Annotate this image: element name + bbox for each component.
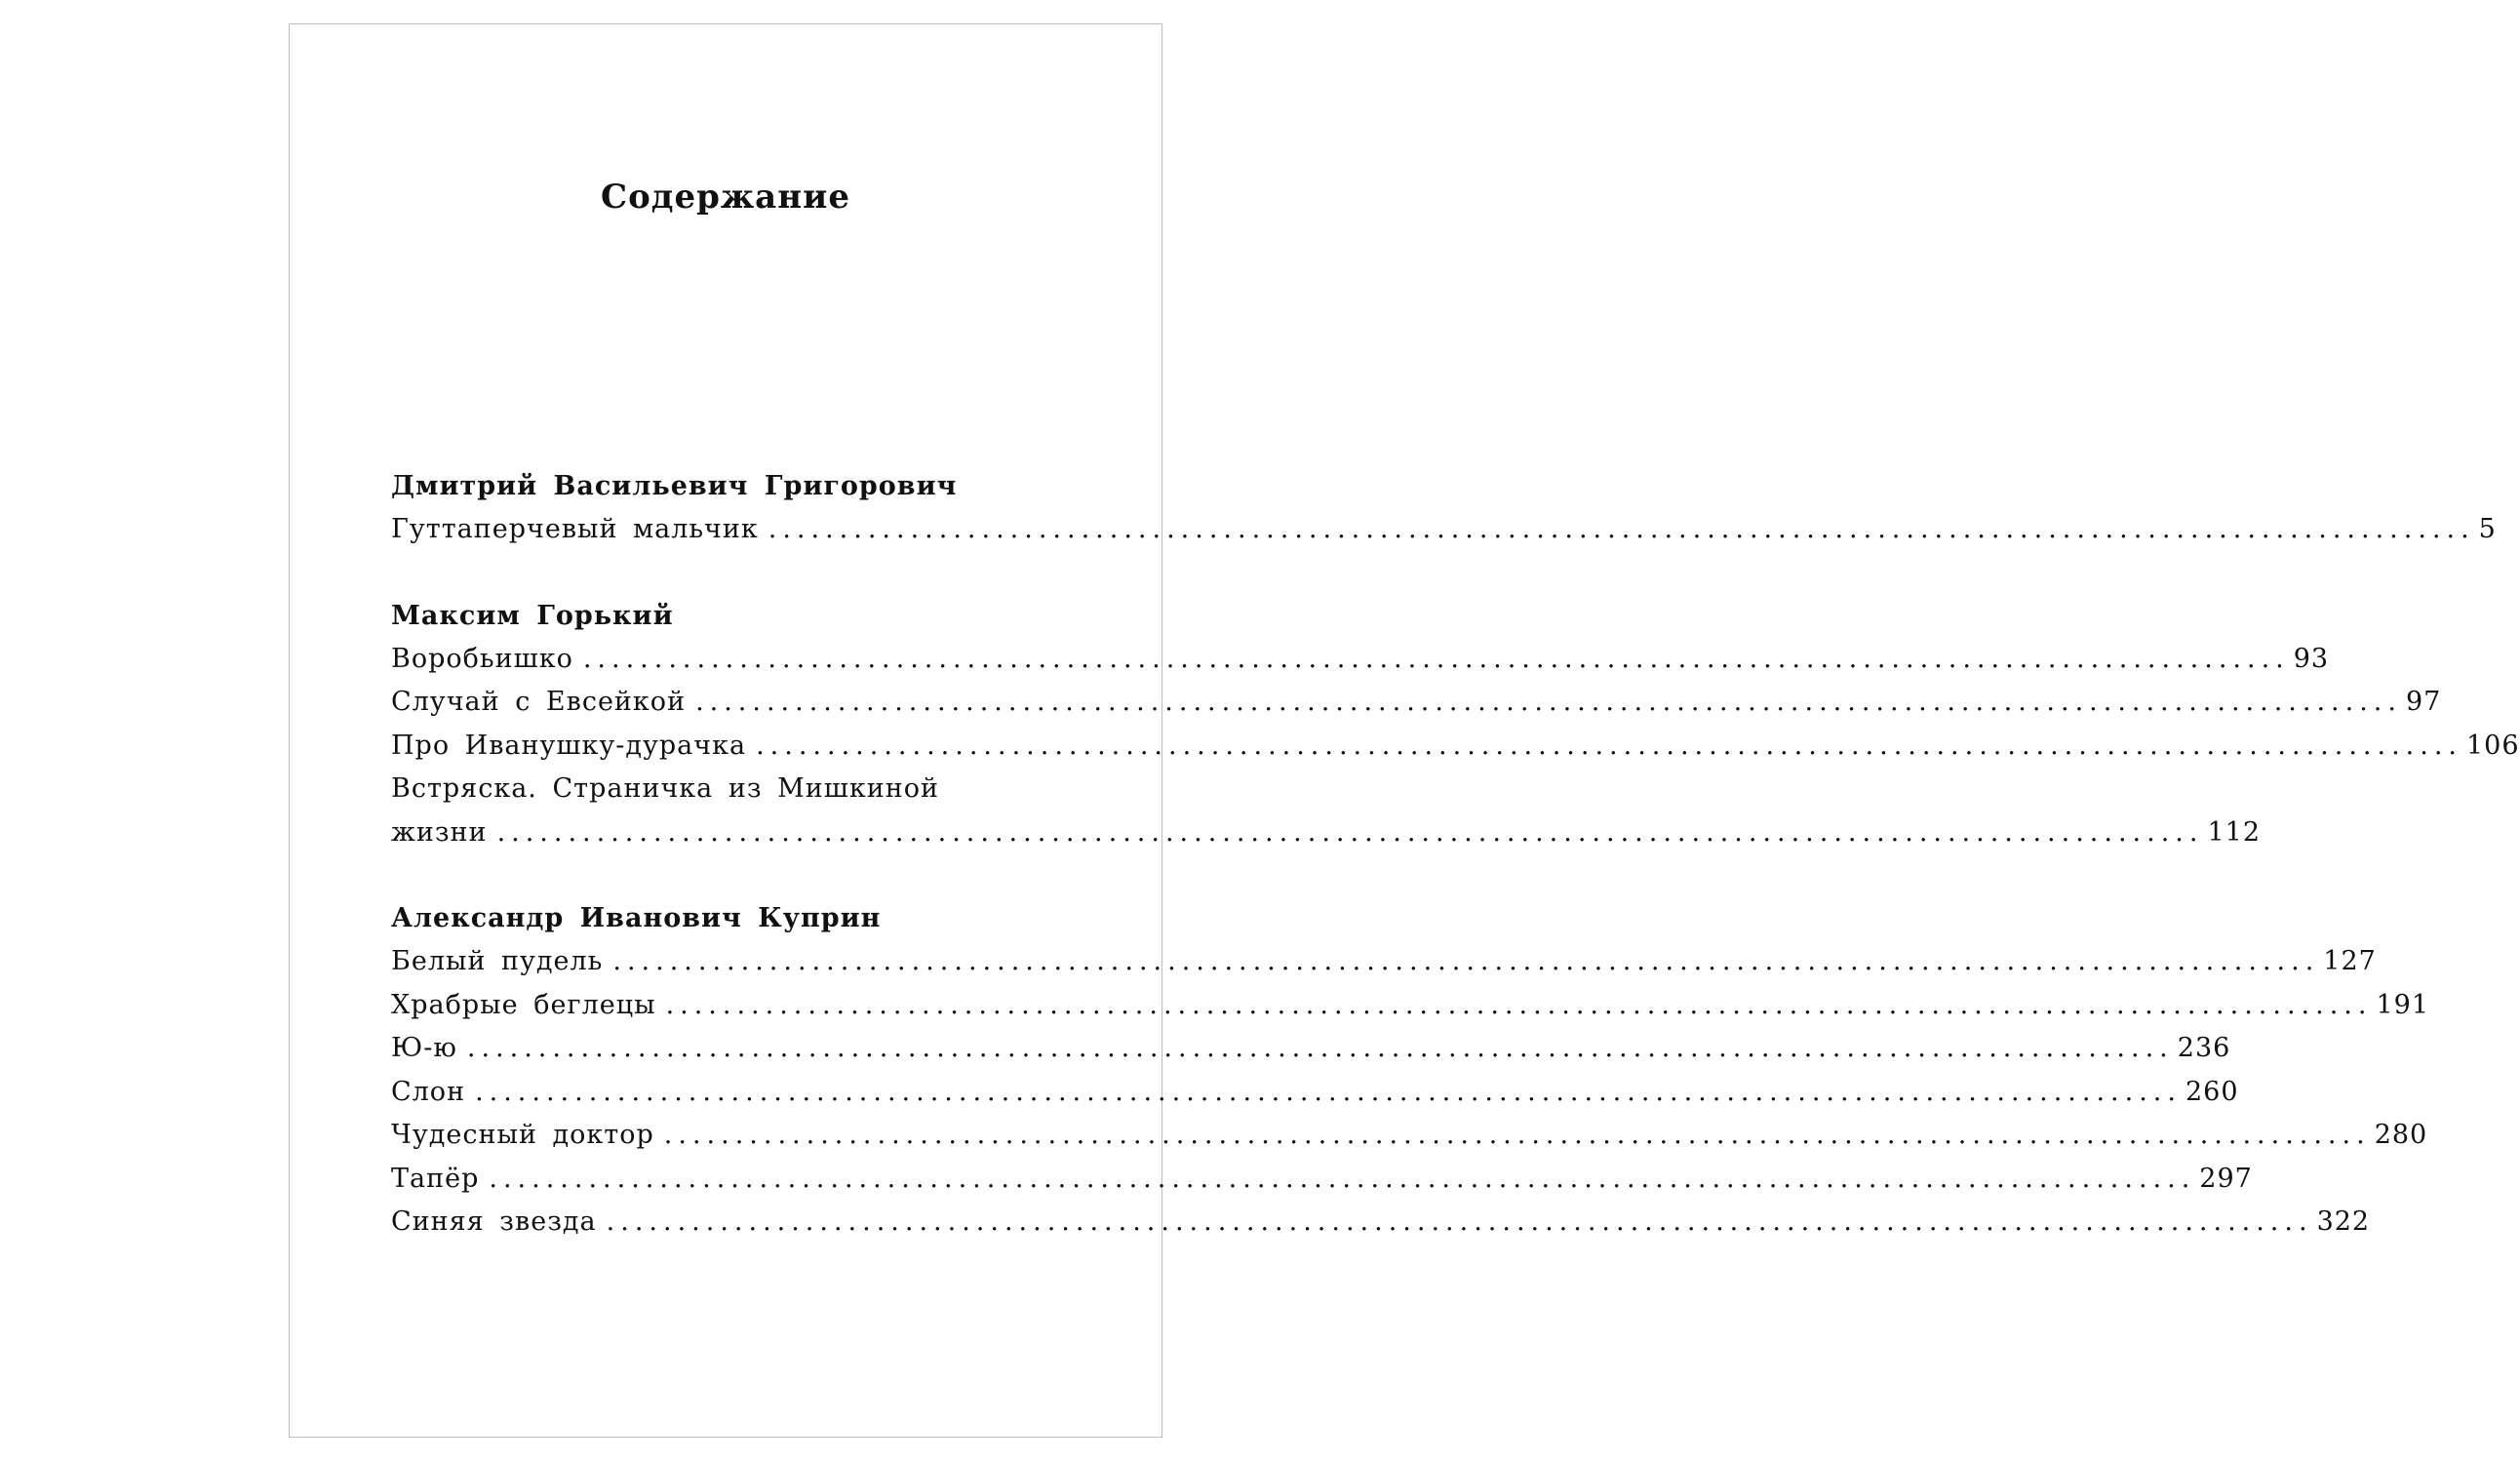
toc-entry	[391, 1071, 2239, 1115]
dot-leader: ........................................................................................................................	[663, 1120, 2371, 1150]
author-name: Дмитрий Васильевич Григорович	[391, 471, 958, 501]
page-number: 322	[2316, 1206, 2371, 1237]
entry-title: Про Иванушку-дурачка	[391, 730, 747, 761]
toc-entry	[391, 940, 2377, 984]
page-number: 127	[2323, 946, 2377, 976]
entry-title: Слон	[391, 1076, 466, 1107]
dot-leader: ........................................................................................................................	[756, 730, 2462, 761]
dot-leader: ........................................................................................................................	[606, 1206, 2313, 1237]
toc-entry	[391, 638, 2330, 682]
toc-entry	[391, 1158, 2253, 1202]
entry-title: Храбрые беглецы	[391, 989, 656, 1020]
toc-entry	[391, 1027, 2231, 1071]
toc-section-kuprin	[391, 897, 2430, 1245]
dot-leader: ........................................................................................................................	[695, 687, 2402, 717]
entry-title: Гуттаперчевый мальчик	[391, 514, 759, 544]
dot-leader: ........................................................................................................................	[582, 643, 2290, 674]
toc-entry	[391, 725, 2520, 769]
page-number: 93	[2293, 643, 2330, 674]
dot-leader: ........................................................................................................................	[489, 1163, 2196, 1194]
author-name: Александр Иванович Куприн	[391, 903, 882, 933]
entry-title: Белый пудель	[391, 946, 604, 976]
dot-leader: ........................................................................................................................	[612, 946, 2320, 976]
page-number: 260	[2185, 1076, 2239, 1107]
toc-entry	[391, 768, 2262, 854]
entry-title: Воробьишко	[391, 643, 573, 674]
toc-entry	[391, 1114, 2428, 1158]
dot-leader: ........................................................................................................................	[496, 816, 2204, 848]
toc-entry	[391, 681, 2442, 725]
entry-title-first-line: Встряска. Страничка из Мишкиной	[391, 773, 940, 804]
author-name: Максим Горький	[391, 600, 674, 631]
page-title: Содержание	[601, 178, 850, 217]
toc-entry	[391, 984, 2430, 1028]
page-number: 236	[2177, 1033, 2231, 1063]
dot-leader: ........................................................................................................................	[768, 514, 2475, 544]
page-number: 97	[2405, 687, 2442, 717]
entry-title: Случай с Евсейкой	[391, 687, 687, 717]
toc-section-grigorovich	[391, 465, 2497, 552]
toc-entry	[391, 1201, 2371, 1245]
toc-entry	[391, 508, 2497, 552]
toc-section-gorky	[391, 595, 2520, 855]
entry-title: Синяя звезда	[391, 1206, 597, 1237]
page-number: 112	[2207, 816, 2262, 848]
entry-title: Тапёр	[391, 1163, 480, 1194]
entry-title: Ю-ю	[391, 1033, 457, 1063]
page-number: 5	[2478, 514, 2497, 544]
book-page	[289, 23, 2520, 1438]
dot-leader: ........................................................................................................................	[466, 1033, 2174, 1063]
page-number: 297	[2199, 1163, 2253, 1194]
entry-title: жизни	[391, 816, 488, 848]
table-of-contents	[391, 465, 2520, 1287]
page-number: 280	[2374, 1120, 2428, 1150]
page-number: 106	[2466, 730, 2520, 761]
page-number: 191	[2376, 989, 2430, 1020]
entry-title: Чудесный доктор	[391, 1120, 654, 1150]
dot-leader: ........................................................................................................................	[665, 989, 2373, 1020]
dot-leader: ........................................................................................................................	[475, 1076, 2182, 1107]
